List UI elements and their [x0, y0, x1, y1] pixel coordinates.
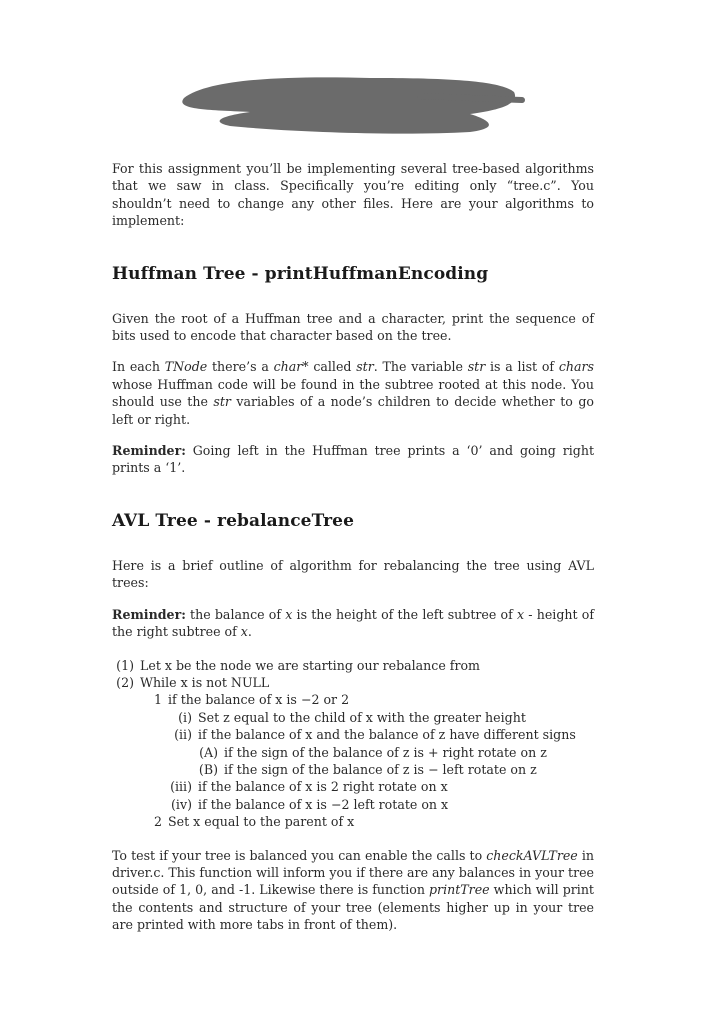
print-tree-term: printTree — [429, 882, 490, 898]
huffman-paragraph-1: Given the root of a Huffman tree and a character, print the sequence of bits used to encode that character based on the tree. — [112, 310, 594, 344]
list-item: (ii) if the balance of x and the balance of z have different signs — [174, 727, 576, 743]
redaction-scribble — [170, 70, 530, 140]
list-item: (A) if the sign of the balance of z is + right rotate on z — [199, 744, 547, 760]
tnode-term: TNode — [164, 359, 208, 375]
list-item: (iii) if the balance of x is 2 right rotate on x — [170, 779, 448, 795]
huffman-paragraph-2: In each TNode there’s a char* called str. The variable str is a list of chars whose Huffman code will be found in the subtree rooted at this node. You should use the str variables of a node’s children to decide whether to go left or right. — [112, 359, 594, 427]
list-item: (i) Set z equal to the child of x with the greater height — [178, 709, 526, 725]
list-item: (1) Let x be the node we are starting our rebalance from — [116, 657, 481, 673]
huffman-reminder: Reminder: Going left in the Huffman tree prints a ‘0’ and going right prints a ‘1’. — [112, 443, 594, 476]
check-avl-term: checkAVLTree — [486, 847, 578, 863]
avl-heading: AVL Tree - rebalanceTree — [112, 510, 354, 531]
document-page — [112, 160, 594, 934]
avl-testing-paragraph: To test if your tree is balanced you can enable the calls to checkAVLTree in driver.c. This function will inform you if there are any balances in your tree outside of 1, 0, and -1. Likewise there is function printTree which will print the contents and structure of your tree (elements higher up in your tree are printed with more tabs in front of them). — [112, 847, 594, 933]
huffman-heading: Huffman Tree - printHuffmanEncoding — [112, 263, 489, 284]
list-item: (iv) if the balance of x is −2 left rotate on x — [171, 796, 449, 812]
list-item: 1 if the balance of x is −2 or 2 — [153, 692, 350, 708]
intro-paragraph: For this assignment you’ll be implementing several tree-based algorithms that we saw in class. Specifically you’re editing only “tree.c”. You shouldn’t need to change any other files. Here are your algorithms to implement: — [112, 161, 594, 229]
avl-reminder: Reminder: the balance of x is the height of the left subtree of x - height of the right subtree of x. — [112, 606, 595, 640]
list-item: (2) While x is not NULL — [116, 674, 270, 690]
avl-paragraph-1: Here is a brief outline of algorithm for rebalancing the tree using AVL trees: — [112, 557, 594, 591]
list-item: (B) if the sign of the balance of z is − left rotate on z — [198, 761, 537, 777]
list-item: 2 Set x equal to the parent of x — [153, 814, 355, 830]
avl-steps-list — [112, 657, 594, 831]
